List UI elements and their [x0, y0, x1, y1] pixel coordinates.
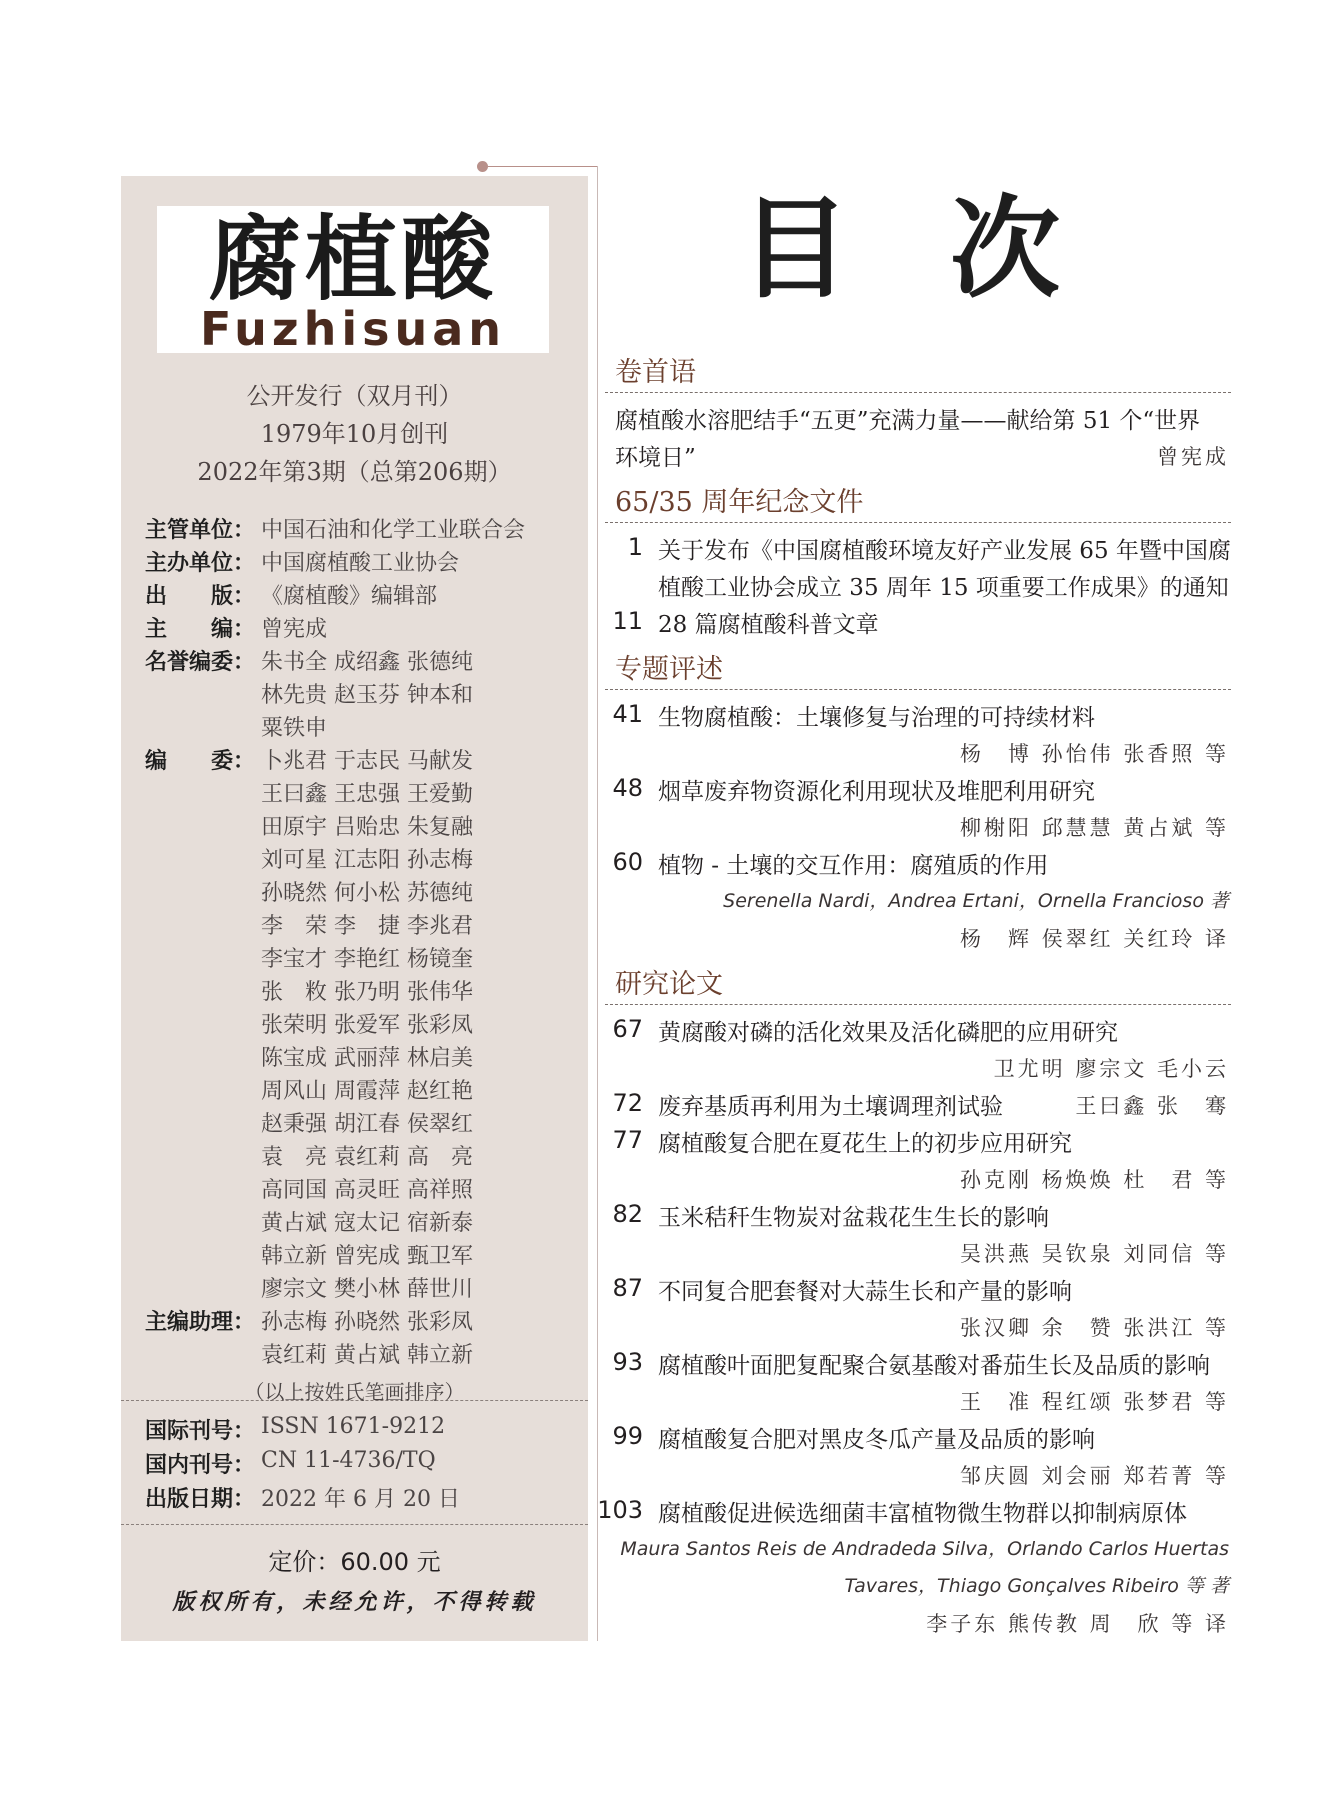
- section-heading: 65/35 周年纪念文件: [615, 487, 864, 518]
- masthead-names: 赵秉强 胡江春 侯翠红: [261, 1112, 473, 1137]
- masthead-names: 袁红莉 黄占斌 韩立新: [261, 1343, 473, 1368]
- identifier-label: 出版日期：: [145, 1487, 256, 1512]
- article-title: 植酸工业协会成立 35 周年 15 项重要工作成果》的通知: [658, 575, 1229, 601]
- article-title: 烟草废弃物资源化利用现状及堆肥利用研究: [658, 779, 1095, 805]
- issue-number: 2022年第3期（总第206期）: [197, 458, 512, 486]
- masthead-names: 朱书全 成绍鑫 张德纯: [261, 650, 473, 675]
- article-title: 植物 - 土壤的交互作用：腐殖质的作用: [658, 853, 1049, 879]
- masthead-names: 刘可星 江志阳 孙志梅: [261, 848, 473, 873]
- masthead-names: 孙志梅 孙晓然 张彩凤: [261, 1310, 473, 1335]
- masthead-row: [145, 646, 565, 745]
- copyright-notice: 版权所有，未经允许，不得转载: [172, 1589, 537, 1615]
- section-heading: 专题评述: [615, 654, 723, 685]
- decorative-top-rule: [488, 166, 598, 167]
- identifier-row: [145, 1414, 446, 1445]
- identifier-row: [145, 1448, 436, 1479]
- masthead-names: 韩立新 曾宪成 甄卫军: [261, 1244, 473, 1269]
- article-title: 关于发布《中国腐植酸环境友好产业发展 65 年暨中国腐: [658, 538, 1231, 564]
- logo-title-cn: 腐植酸: [208, 206, 497, 313]
- masthead-names: 袁 亮 袁红莉 高 亮: [261, 1145, 473, 1170]
- masthead-role: 名誉编委：: [145, 650, 256, 675]
- page-number: 11: [612, 607, 643, 635]
- page-number: 41: [612, 700, 643, 728]
- article-authors: 吴洪燕 吴钦泉 刘同信 等: [959, 1242, 1229, 1266]
- page-number: 72: [612, 1089, 643, 1117]
- masthead-names: 周风山 周霞萍 赵红艳: [261, 1079, 473, 1104]
- identifier-value: ISSN 1671-9212: [261, 1414, 446, 1439]
- section-rule: [605, 392, 1231, 393]
- masthead-row: [145, 745, 565, 1306]
- article-title: 腐植酸水溶肥结手“五更”充满力量——献给第 51 个“世界: [615, 408, 1201, 434]
- masthead-names: 《腐植酸》编辑部: [261, 584, 438, 609]
- article-title: 环境日”: [615, 445, 696, 471]
- issue-type: 公开发行（双月刊）: [246, 382, 463, 410]
- page-number: 93: [612, 1348, 643, 1376]
- identifier-label: 国内刊号：: [145, 1453, 256, 1478]
- article-title: 28 篇腐植酸科普文章: [658, 612, 879, 638]
- masthead-names: 卜兆君 于志民 马献发: [261, 749, 473, 774]
- masthead-panel: [121, 176, 588, 1641]
- article-authors: 杨 博 孙怡伟 张香照 等: [959, 742, 1229, 766]
- masthead-row: [145, 1306, 565, 1372]
- toc-title: 目次: [740, 185, 1160, 313]
- masthead-role: 主编助理：: [145, 1310, 256, 1335]
- page-number: 82: [612, 1200, 643, 1228]
- article-title: 生物腐植酸：土壤修复与治理的可持续材料: [658, 705, 1095, 731]
- masthead-names: 张荣明 张爱军 张彩凤: [261, 1013, 473, 1038]
- masthead-role: 主办单位：: [145, 551, 256, 576]
- article-authors: 卫尤明 廖宗文 毛小云: [993, 1057, 1229, 1081]
- article-title: 腐植酸促进候选细菌丰富植物微生物群以抑制病原体: [658, 1501, 1187, 1527]
- founded-date: 1979年10月创刊: [260, 420, 449, 448]
- masthead-role: 编 委：: [145, 749, 256, 774]
- masthead-names: 田原宇 吕贻忠 朱复融: [261, 815, 473, 840]
- logo-title-en: Fuzhisuan: [199, 302, 507, 356]
- article-authors: 柳榭阳 邱慧慧 黄占斌 等: [959, 816, 1229, 840]
- article-authors: 王曰鑫 张 骞: [1075, 1094, 1229, 1118]
- masthead-row: [145, 580, 565, 613]
- article-authors: 王 准 程红颂 张梦君 等: [959, 1390, 1229, 1414]
- article-title: 不同复合肥套餐对大蒜生长和产量的影响: [658, 1279, 1072, 1305]
- article-authors: 杨 辉 侯翠红 关红玲 译: [959, 927, 1229, 951]
- identifier-label: 国际刊号：: [145, 1419, 256, 1444]
- article-authors: 曾宪成: [1157, 445, 1229, 469]
- article-authors-en: Tavares，Thiago Gonçalves Ribeiro 等 著: [844, 1575, 1229, 1597]
- journal-logo: [157, 206, 549, 356]
- masthead-names: 曾宪成: [261, 617, 328, 642]
- section-rule: [605, 522, 1231, 523]
- masthead-names: 高同国 高灵旺 高祥照: [261, 1178, 473, 1203]
- masthead-row: [145, 514, 565, 547]
- section-rule: [605, 689, 1231, 690]
- identifier-value: CN 11-4736/TQ: [261, 1448, 436, 1473]
- page-number: 1: [627, 533, 643, 561]
- article-title: 腐植酸叶面肥复配聚合氨基酸对番茄生长及品质的影响: [658, 1353, 1210, 1379]
- article-authors: 李子东 熊传教 周 欣 等 译: [926, 1612, 1229, 1636]
- page-number: 99: [612, 1422, 643, 1450]
- masthead-role: 出 版：: [145, 584, 256, 609]
- masthead-names: 李宝才 李艳红 杨镜奎: [261, 947, 473, 972]
- article-title: 腐植酸复合肥在夏花生上的初步应用研究: [658, 1131, 1072, 1157]
- masthead-names: 粟铁申: [261, 716, 328, 741]
- masthead-names: 张 敉 张乃明 张伟华: [261, 980, 473, 1005]
- article-authors: 邹庆圆 刘会丽 郑若菁 等: [959, 1464, 1229, 1488]
- masthead-names: 中国石油和化学工业联合会: [261, 518, 526, 543]
- order-note: （以上按姓氏笔画排序）: [244, 1380, 465, 1404]
- article-title: 废弃基质再利用为土壤调理剂试验: [658, 1094, 1003, 1120]
- masthead-names: 廖宗文 樊小林 薛世川: [261, 1277, 473, 1302]
- masthead-names: 王曰鑫 王忠强 王爱勤: [261, 782, 473, 807]
- article-title: 黄腐酸对磷的活化效果及活化磷肥的应用研究: [658, 1020, 1118, 1046]
- vertical-divider: [597, 166, 598, 1641]
- article-authors: 张汉卿 余 赞 张洪江 等: [959, 1316, 1229, 1340]
- page-number: 60: [612, 848, 643, 876]
- decorative-dot: [477, 161, 488, 172]
- section-heading: 研究论文: [615, 969, 723, 1000]
- section-rule: [605, 1004, 1231, 1005]
- masthead-role: 主 编：: [145, 617, 256, 642]
- masthead-names: 孙晓然 何小松 苏德纯: [261, 881, 473, 906]
- article-authors-en: Serenella Nardi，Andrea Ertani，Ornella Francioso 著: [723, 890, 1229, 912]
- page-number: 77: [612, 1126, 643, 1154]
- masthead-row: [145, 613, 565, 646]
- page-number: 48: [612, 774, 643, 802]
- identifier-value: 2022 年 6 月 20 日: [261, 1487, 460, 1512]
- masthead-names: 黄占斌 寇太记 宿新泰: [261, 1211, 473, 1236]
- article-authors-en: Maura Santos Reis de Andradeda Silva，Orlando Carlos Huertas: [620, 1538, 1229, 1560]
- article-authors: 孙克刚 杨焕焕 杜 君 等: [959, 1168, 1229, 1192]
- masthead-names: 李 荣 李 捷 李兆君: [261, 914, 473, 939]
- article-title: 腐植酸复合肥对黑皮冬瓜产量及品质的影响: [658, 1427, 1095, 1453]
- identifier-row: [145, 1482, 460, 1513]
- page-number: 87: [612, 1274, 643, 1302]
- masthead-names: 林先贵 赵玉芬 钟本和: [261, 683, 473, 708]
- article-title: 玉米秸秆生物炭对盆栽花生生长的影响: [658, 1205, 1049, 1231]
- masthead-names: 陈宝成 武丽萍 林启美: [261, 1046, 473, 1071]
- separator: [121, 1524, 588, 1525]
- section-heading: 卷首语: [615, 357, 696, 388]
- masthead-names: 中国腐植酸工业协会: [261, 551, 460, 576]
- page-number: 67: [612, 1015, 643, 1043]
- price: 定价：60.00 元: [268, 1548, 441, 1576]
- masthead-row: [145, 547, 565, 580]
- page-number: 103: [597, 1496, 643, 1524]
- masthead-role: 主管单位：: [145, 518, 256, 543]
